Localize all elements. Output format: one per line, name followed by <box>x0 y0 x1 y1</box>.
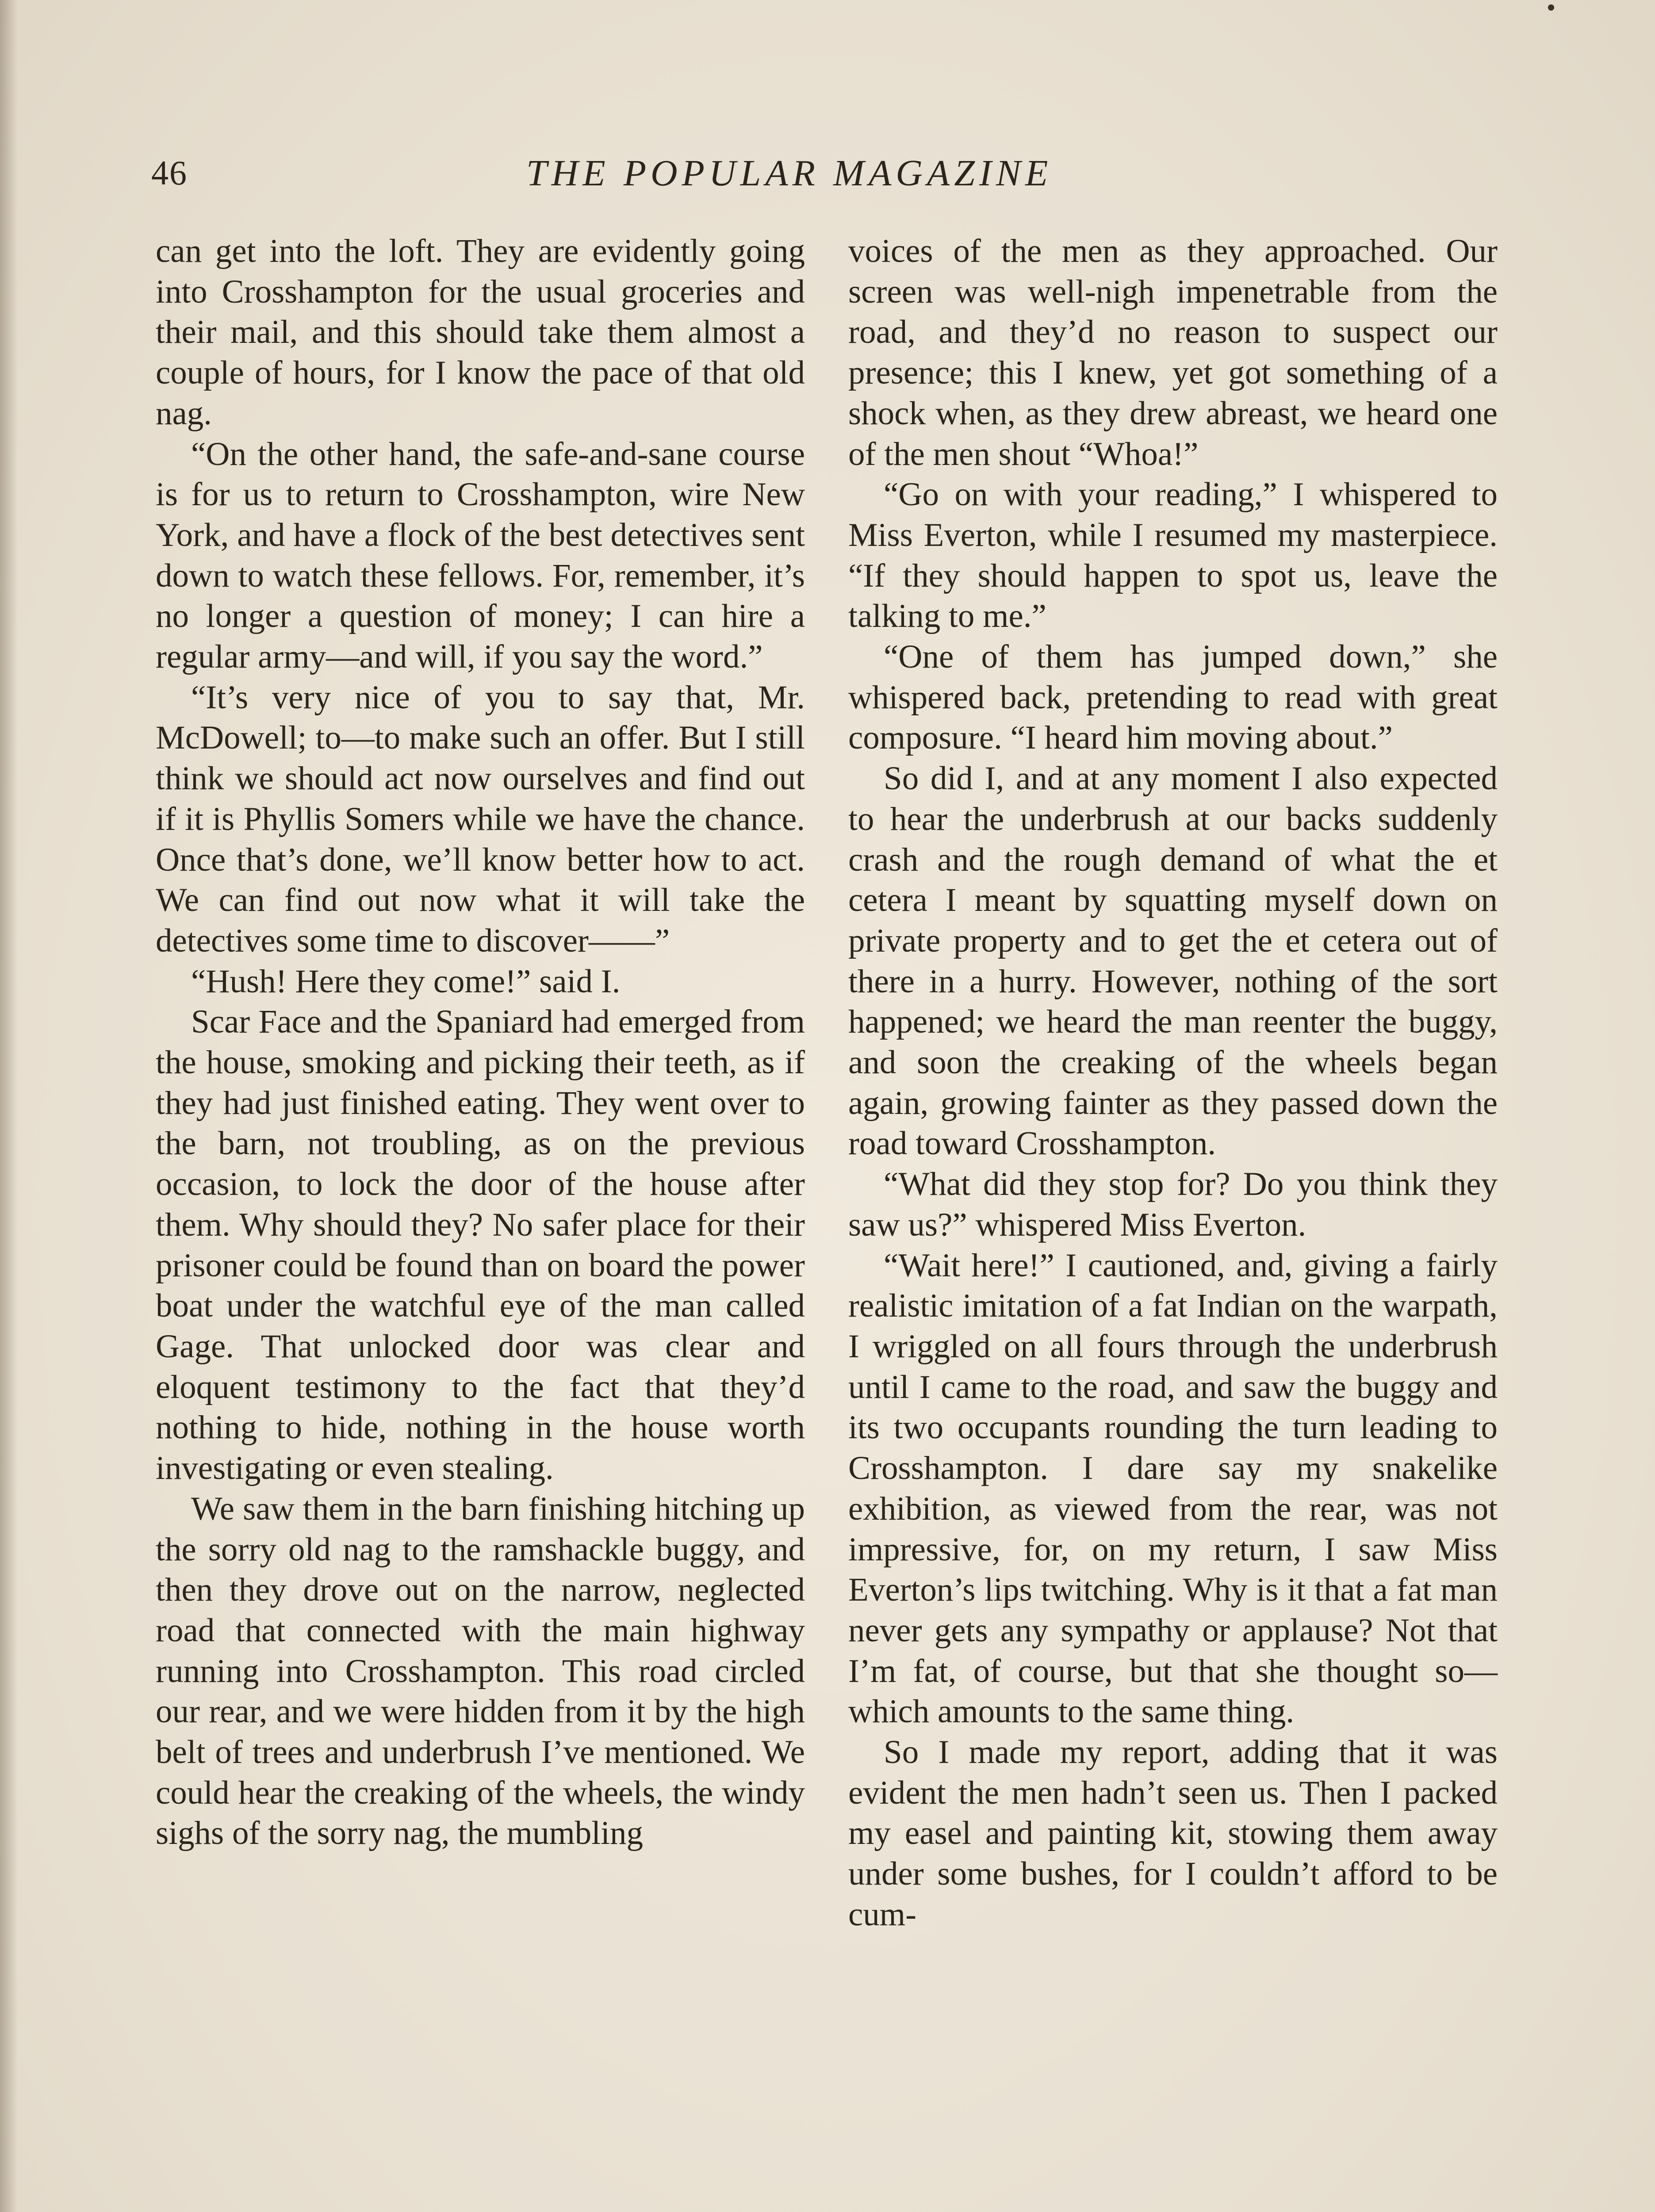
paragraph: can get into the loft. They are evidently going into Crosshampton for the usual groceries and their mail, and this should take them almost a couple of hours, for I know the pace of that old nag. <box>156 233 805 432</box>
paragraph: “It’s very nice of you to say that, Mr. McDowell; to—to make such an offer. But I still think we should act now ourselves and find out if it is Phyllis Somers while we have the chance. Once that’s done, we’ll know better how to act. We can find out now what it will take the detectives some time to discover——” <box>156 679 805 959</box>
paragraph: “One of them has jumped down,” she whispered back, pretending to read with great composure. “I heard him moving about.” <box>848 638 1498 757</box>
running-title: THE POPULAR MAGAZINE <box>526 153 1053 194</box>
right-text-column <box>848 231 1498 1935</box>
ink-speck <box>1548 4 1554 11</box>
paragraph: “What did they stop for? Do you think they saw us?” whispered Miss Everton. <box>848 1166 1498 1243</box>
paragraph: “Hush! Here they come!” said I. <box>191 963 621 1000</box>
paragraph: “On the other hand, the safe-and-sane course is for us to return to Crosshampton, wire New York, and have a flock of the best detectives sent down to watch these fellows. For, remember, it’s no longer a question of money; I can hire a regular army—and will, if you say the word.” <box>156 435 805 676</box>
paragraph: voices of the men as they approached. Our screen was well-nigh impenetrable from the road, and they’d no reason to suspect our presence; this I knew, yet got something of a shock when, as they drew abreast, we heard one of the men shout “Whoa!” <box>848 233 1498 472</box>
paragraph: We saw them in the barn finishing hitching up the sorry old nag to the ramshackle buggy, and then they drove out on the narrow, neglected road that connected with the main highway running into Crosshampton. This road circled our rear, and we were hidden from it by the high belt of trees and underbrush I’ve mentioned. We could hear the creaking of the wheels, the windy sighs of the sorry nag, the mumbling <box>156 1490 805 1852</box>
binding-shadow <box>0 0 18 2212</box>
left-text-column <box>156 231 805 1854</box>
page-number: 46 <box>151 154 188 192</box>
paragraph: “Go on with your reading,” I whispered to Miss Everton, while I resumed my masterpiece. “If they should happen to spot us, leave the talking to me.” <box>848 476 1498 635</box>
paragraph: Scar Face and the Spaniard had emerged from the house, smoking and picking their teeth, as if they had just finished eating. They went over to the barn, not troubling, as on the previous occasion, to lock the door of the house after them. Why should they? No safer place for their prisoner could be found than on board the power boat under the watchful eye of the man called Gage. That unlocked door was clear and eloquent testimony to the fact that they’d nothing to hide, nothing in the house worth investigating or even stealing. <box>156 1003 805 1487</box>
paragraph: “Wait here!” I cautioned, and, giving a fairly realistic imitation of a fat Indian on the warpath, I wriggled on all fours through the underbrush until I came to the road, and saw the buggy and its two occupants rounding the turn leading to Crosshampton. I dare say my snakelike exhibition, as viewed from the rear, was not impressive, for, on my return, I saw Miss Everton’s lips twitching. Why is it that a fat man never gets any sympathy or applause? Not that I’m fat, of course, but that she thought so—which amounts to the same thing. <box>848 1247 1498 1730</box>
paragraph: So did I, and at any moment I also expected to hear the underbrush at our backs suddenly crash and the rough demand of what the et cetera I meant by squatting myself down on private property and to get the et cetera out of there in a hurry. However, nothing of the sort happened; we heard the man reenter the buggy, and soon the creaking of the wheels began again, growing fainter as they passed down the road toward Crosshampton. <box>848 760 1498 1162</box>
paragraph: So I made my report, adding that it was evident the men hadn’t seen us. Then I packed my easel and painting kit, stowing them away under some bushes, for I couldn’t afford to be cum- <box>848 1734 1498 1933</box>
